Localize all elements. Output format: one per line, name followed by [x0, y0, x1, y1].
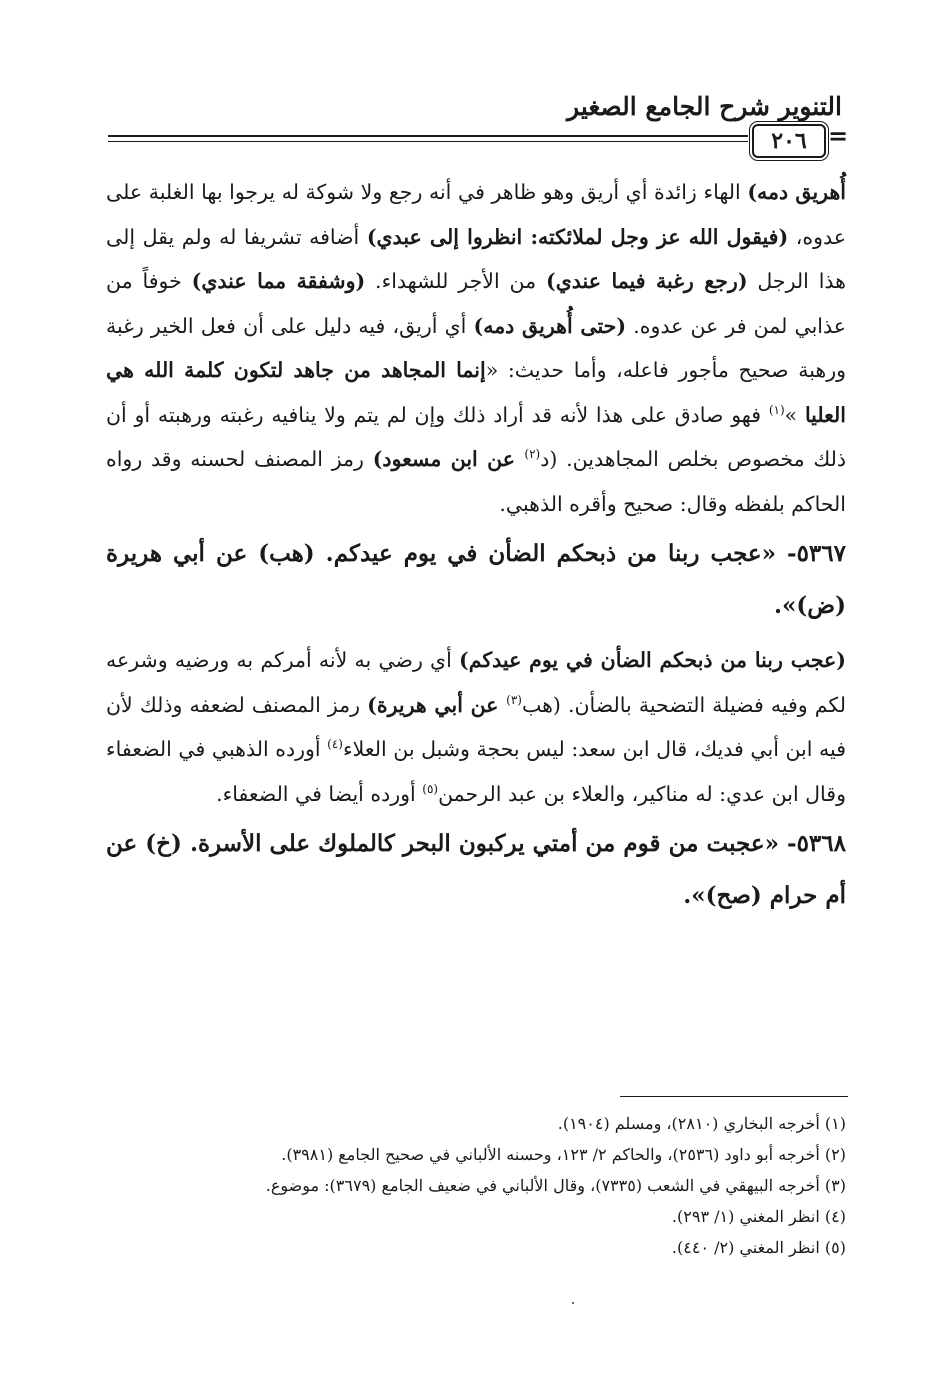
- commentary-text: أي رضي به لأنه أمركم به ورضيه وشرعه لكم وفيه فضيلة التضحية بالضأن. (هب: [106, 648, 846, 717]
- footnote-ref: (٥): [422, 781, 439, 796]
- commentary-text: رمز المصنف لضعفه وذلك لأن فيه ابن أبي فديك، قال ابن سعد: ليس بحجة وشبل بن العلاء: [106, 692, 846, 761]
- paragraph-commentary-2: [106, 638, 846, 816]
- footnote-1: (١) أخرجه البخاري (٢٨١٠)، ومسلم (١٩٠٤).: [557, 1114, 846, 1133]
- footnote-ref: (١): [768, 402, 785, 417]
- footnote-4: (٤) انظر المغني (١/ ٢٩٣).: [671, 1207, 846, 1226]
- footnote-ref: (٣): [506, 692, 522, 707]
- header-rule-thin: [108, 141, 748, 142]
- bold-quote: (حتى أُهريق دمه): [473, 313, 627, 338]
- running-title: التنوير شرح الجامع الصغير: [567, 92, 842, 121]
- main-text: [106, 170, 846, 922]
- commentary-text: أي أريق، فيه دليل على أن فعل الخير رغبة ورهبة صحيح مأجور فاعله، وأما حديث: «: [106, 313, 847, 382]
- bold-quote: أُهريق دمه): [747, 180, 846, 204]
- commentary-text: أضافه تشريفا له ولم يقل إلى هذا الرجل: [106, 224, 846, 293]
- footnote-5: (٥) انظر المغني (٢/ ٤٤٠).: [671, 1238, 846, 1257]
- commentary-text: أورده أيضا في الضعفاء.: [216, 781, 423, 806]
- commentary-text: أورده الذهبي في الضعفاء وقال ابن عدي: له مناكير، والعلاء بن عبد الرحمن: [106, 737, 846, 806]
- footnote-2: (٢) أخرجه أبو داود (٢٥٣٦)، والحاكم ٢/ ١٢٣، وحسنه الألباني في صحيح الجامع (٣٩٨١).: [281, 1145, 846, 1164]
- commentary-text: رمز المصنف لحسنه وقد رواه الحاكم بلفظه وقال: صحيح وأقره الذهبي.: [106, 447, 846, 516]
- hadith-entry-5368: ٥٣٦٨- «عجبت من قوم من أمتي يركبون البحر كالملوك على الأسرة. (خ) عن أم حرام (صح)».: [106, 830, 846, 909]
- bold-quote: (فيقول الله عز وجل لملائكته: انظروا إلى عبدي): [366, 224, 789, 249]
- footnote-separator: [620, 1096, 848, 1097]
- footnotes: [106, 1108, 846, 1263]
- bold-quote: (عجب ربنا من ذبحكم الضأن في يوم عيدكم): [459, 648, 846, 672]
- commentary-text: فهو صادق على هذا لأنه قد أراد ذلك وإن لم يتم ولا ينافيه رغبته ورهبته أو أن ذلك مخصوص بخلص المجاهدين. (د: [106, 402, 846, 471]
- footnote-ref: (٤): [327, 737, 343, 752]
- paragraph-commentary-1: [106, 170, 846, 526]
- footnote-3: (٣) أخرجه البيهقي في الشعب (٧٣٣٥)، وقال الألباني في ضعيف الجامع (٣٦٧٩): موضوع.: [265, 1176, 846, 1195]
- hadith-entry-5367: ٥٣٦٧- «عجب ربنا من ذبحكم الضأن في يوم عيدكم. (هب) عن أبي هريرة (ض)».: [106, 540, 846, 619]
- bold-quote: عن أبي هريرة): [367, 692, 507, 717]
- footnote-ref: (٢): [524, 447, 541, 462]
- commentary-text: الهاء زائدة أي أريق وهو ظاهر في أنه رجع ولا شوكة له يرجوا بها الغلبة على عدوه،: [106, 180, 846, 249]
- scan-speck: [572, 1302, 574, 1304]
- bold-quote: عن ابن مسعود): [372, 447, 525, 471]
- commentary-text: خوفاً من عذابي لمن فر عن عدوه.: [106, 269, 846, 338]
- commentary-text: »: [784, 402, 805, 427]
- page-number: ٢٠٦: [752, 124, 826, 158]
- header-rule: [108, 135, 748, 137]
- page-number-mark: =: [828, 121, 849, 150]
- commentary-text: من الأجر للشهداء.: [365, 269, 547, 293]
- bold-quote: (وشفقة مما عندي): [191, 269, 366, 293]
- bold-quote: (رجع رغبة فيما عندي): [546, 269, 748, 293]
- hadith-quote: إنما المجاهد من جاهد لتكون كلمة الله هي العليا: [106, 358, 846, 427]
